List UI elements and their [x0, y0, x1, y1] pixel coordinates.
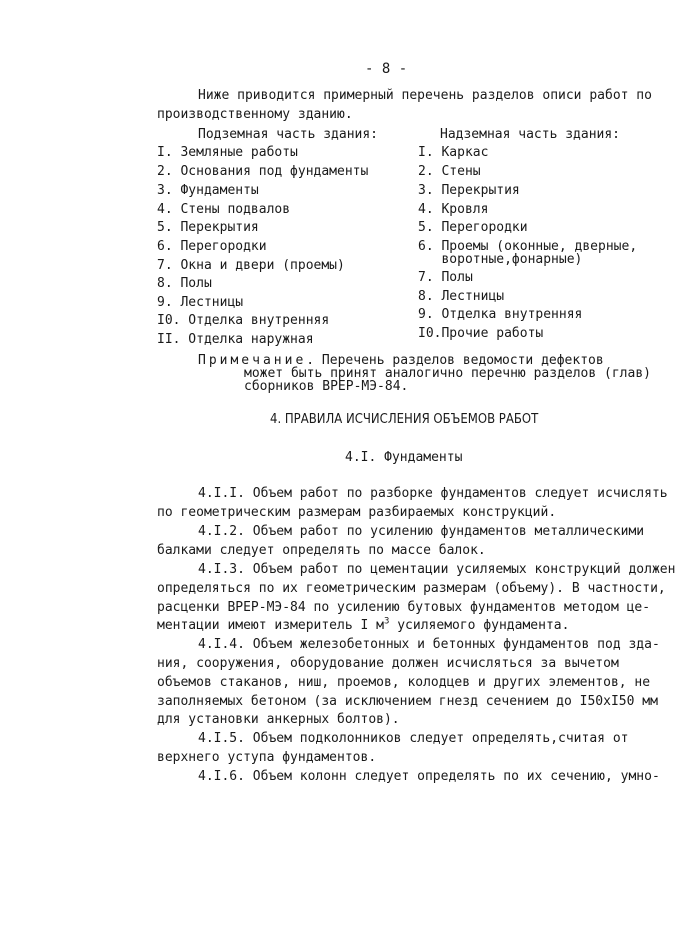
note-label: Примечание	[198, 353, 307, 368]
list-item: 2. Стены	[418, 164, 481, 179]
section-title: 4. ПРАВИЛА ИСЧИСЛЕНИЯ ОБЪЕМОВ РАБОТ	[270, 412, 539, 427]
intro-line-2: производственному зданию.	[157, 107, 353, 122]
list-item: 2. Основания под фундаменты	[157, 164, 369, 179]
list-item: I. Каркас	[418, 145, 489, 160]
list-item: 7. Полы	[418, 270, 473, 285]
cubic-superscript: 3	[383, 616, 390, 627]
list-item: 9. Отделка внутренняя	[418, 307, 583, 322]
list-item: I0.Прочие работы	[418, 326, 544, 341]
list-item: I0. Отделка внутренняя	[157, 313, 330, 328]
list-item: 5. Перекрытия	[157, 220, 259, 235]
list-item: 5. Перегородки	[418, 220, 528, 235]
paragraph-line	[157, 618, 569, 633]
paragraph-line: верхнего уступа фундаментов.	[157, 750, 377, 765]
list-item: 7. Окна и двери (проемы)	[157, 258, 345, 273]
paragraph-line: 4.I.3. Объем работ по цементации усиляемых конструкций должен	[198, 562, 676, 577]
cementation-text-end: усиляемого фундамента.	[389, 618, 570, 633]
note-line-3: сборников ВРЕР-МЭ-84.	[244, 379, 409, 394]
page-number: - 8 -	[365, 61, 408, 77]
note-text: . Перечень разделов ведомости дефектов	[306, 353, 604, 368]
note-line-2: может быть принят аналогично перечню разделов (глав)	[244, 366, 651, 381]
list-item: 9. Лестницы	[157, 295, 244, 310]
list-item: 4. Кровля	[418, 202, 489, 217]
list-item: 6. Проемы (оконные, дверные,	[418, 239, 638, 254]
paragraph-line: заполняемых бетоном (за исключением гнезд сечением до I50xI50 мм	[157, 694, 658, 709]
list-item: 6. Перегородки	[157, 239, 267, 254]
aboveground-title: Надземная часть здания:	[440, 127, 621, 142]
list-item: 8. Полы	[157, 276, 212, 291]
paragraph-line: объемов стаканов, ниш, проемов, колодцев и других элементов, не	[157, 675, 651, 690]
list-item: 8. Лестницы	[418, 289, 505, 304]
paragraph-line: 4.I.6. Объем колонн следует определять по их сечению, умно-	[198, 769, 660, 784]
paragraph-line: для установки анкерных болтов).	[157, 712, 400, 727]
paragraph-line: ния, сооружения, оборудование должен исчисляться за вычетом	[157, 656, 619, 671]
paragraph-line: 4.I.2. Объем работ по усилению фундаментов металлическими	[198, 524, 645, 539]
cementation-text: ментации имеют измеритель I м	[157, 618, 384, 633]
paragraph-line: 4.I.5. Объем подколонников следует определять,считая от	[198, 731, 629, 746]
paragraph-line: 4.I.I. Объем работ по разборке фундаментов следует исчислять	[198, 486, 668, 501]
paragraph-line: балками следует определять по массе балок.	[157, 543, 486, 558]
list-item: 3. Фундаменты	[157, 183, 259, 198]
paragraph-line: по геометрическим размерам разбираемых конструкций.	[157, 505, 557, 520]
paragraph-line: расценки ВРЕР-МЭ-84 по усилению бутовых фундаментов методом це-	[157, 600, 651, 615]
list-item: II. Отделка наружная	[157, 332, 314, 347]
subsection-title: 4.I. Фундаменты	[345, 450, 463, 465]
list-item: 3. Перекрытия	[418, 183, 520, 198]
intro-line-1: Ниже приводится примерный перечень разделов описи работ по	[198, 88, 652, 103]
underground-title: Подземная часть здания:	[198, 127, 379, 142]
list-item: 4. Стены подвалов	[157, 202, 291, 217]
list-item: воротные,фонарные)	[418, 252, 583, 267]
paragraph-line: 4.I.4. Объем железобетонных и бетонных фундаментов под зда-	[198, 637, 660, 652]
list-item: I. Земляные работы	[157, 145, 298, 160]
paragraph-line: определяться по их геометрическим размерам (объему). В частности,	[157, 581, 666, 596]
